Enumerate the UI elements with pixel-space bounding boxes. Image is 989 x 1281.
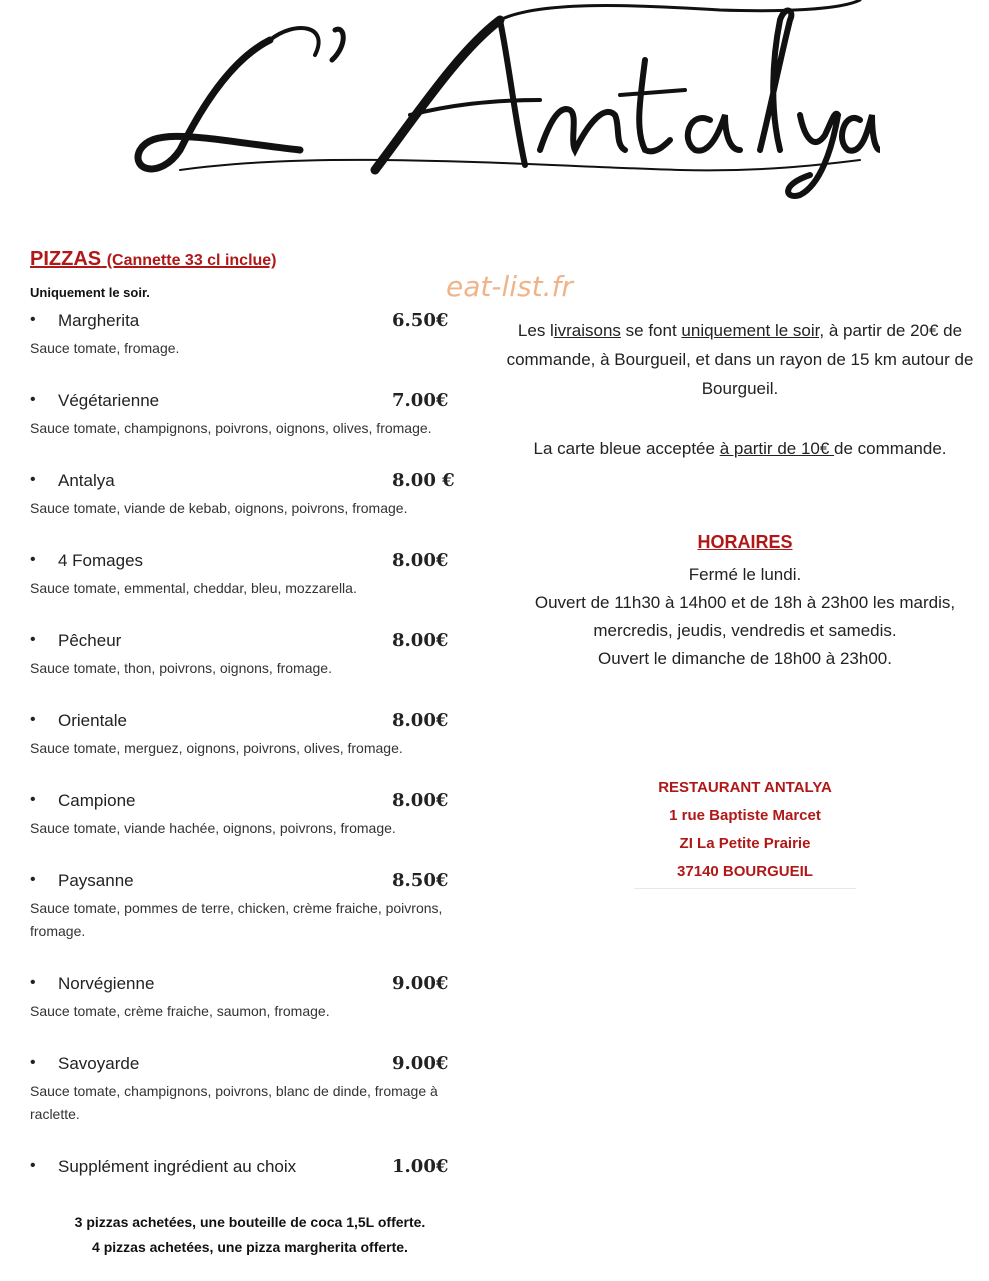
menu-item-description: Sauce tomate, viande hachée, oignons, poivrons, fromage. [30,820,396,836]
bullet-icon: • [30,471,36,488]
offers-block [30,1210,470,1260]
menu-item-name: Pêcheur [58,631,122,650]
card-info [500,434,980,463]
menu-item-description: Sauce tomate, thon, poivrons, oignons, fromage. [30,660,332,676]
menu-item-description: Sauce tomate, viande de kebab, oignons, poivrons, fromage. [30,500,408,516]
menu-item [30,630,490,680]
menu-item-name: Savoyarde [58,1054,140,1073]
menu-title-text: PIZZAS [30,248,102,270]
menu-item-name: Paysanne [58,871,134,890]
bullet-icon: • [30,391,36,408]
bullet-icon: • [30,551,36,568]
bullet-icon: • [30,791,36,808]
menu-item-description: Sauce tomate, merguez, oignons, poivrons, olives, fromage. [30,740,403,756]
menu-item-name: Norvégienne [58,974,155,993]
menu-note: Uniquement le soir. [30,285,150,300]
bullet-icon: • [30,711,36,728]
delivery-text-underlined: ivraisons [553,321,621,340]
menu-item-price: 8.00€ [392,630,449,651]
delivery-text: Les l [517,321,554,340]
menu-item-name: 4 Fomages [58,551,144,570]
menu-item-price: 8.50€ [392,870,449,891]
menu-item-supplement [30,1156,490,1180]
menu-item-name: Antalya [58,471,115,490]
hours-block [500,561,989,673]
card-text: de commande. [834,439,947,458]
menu-item-name: Supplément ingrédient au choix [58,1157,297,1176]
menu-item-price: 8.00€ [392,550,449,571]
menu-item-description: Sauce tomate, champignons, poivrons, blanc de dinde, fromage à raclette. [30,1083,438,1122]
offer-line: 3 pizzas achetées, une bouteille de coca 1,5L offerte. [74,1214,426,1230]
bullet-icon: • [30,631,36,648]
menu-item [30,973,490,1023]
address-line: 1 rue Baptiste Marcet [669,807,821,824]
menu-item [30,550,490,600]
menu-item [30,710,490,760]
menu-item-price: 7.00€ [392,390,449,411]
menu-item-price: 8.00€ [392,790,449,811]
menu-item-price: 8.00€ [392,710,449,731]
logo-script-image [120,0,880,200]
restaurant-logo [120,0,880,200]
menu-item [30,470,490,520]
bullet-icon: • [30,871,36,888]
watermark: eat-list.fr [446,270,573,303]
menu-item [30,1053,490,1126]
delivery-info [500,316,980,403]
menu-item-price: 9.00€ [392,973,449,994]
bullet-icon: • [30,311,36,328]
menu-item-description: Sauce tomate, emmental, cheddar, bleu, mozzarella. [30,580,357,596]
delivery-text: se font [620,321,682,340]
card-text: La carte bleue acceptée [533,439,720,458]
menu-item-name: Orientale [58,711,127,730]
address-line: RESTAURANT ANTALYA [658,779,832,796]
bullet-icon: • [30,1054,36,1071]
card-text-underlined: à partir de 10€ [719,439,835,458]
menu-section-title [30,248,277,271]
menu-item [30,310,490,360]
address-line: 37140 BOURGUEIL [677,863,813,880]
menu-subtitle: (Cannette 33 cl inclue) [106,252,277,269]
menu-item-description: Sauce tomate, fromage. [30,340,180,356]
hours-line: mercredis, jeudis, vendredis et samedis. [593,621,897,640]
menu-item-description: Sauce tomate, champignons, poivrons, oignons, olives, fromage. [30,420,432,436]
hours-line: Ouvert de 11h30 à 14h00 et de 18h à 23h00 les mardis, [534,593,956,612]
address-block [634,774,856,889]
menu-item-name: Campione [58,791,136,810]
menu-item-name: Margherita [58,311,140,330]
menu-item-description: Sauce tomate, pommes de terre, chicken, crème fraiche, poivrons, fromage. [30,900,443,939]
delivery-text-underlined: uniquement le soir, [681,321,825,340]
menu-item [30,870,490,943]
menu-item [30,390,490,440]
bullet-icon: • [30,974,36,991]
hours-line: Fermé le lundi. [688,565,802,584]
hours-line: Ouvert le dimanche de 18h00 à 23h00. [598,649,892,668]
menu-item-price: 6.50€ [392,310,449,331]
delivery-text: à partir de 20€ de commande, à Bourgueil, et dans un rayon de 15 km autour de Bourgueil. [506,321,974,398]
menu-item-description: Sauce tomate, crème fraiche, saumon, fromage. [30,1003,330,1019]
menu-item-price: 8.00 € [392,470,455,491]
address-line: ZI La Petite Prairie [679,835,811,852]
hours-title: HORAIRES [697,532,793,552]
menu-item [30,790,490,840]
bullet-icon: • [30,1157,36,1174]
menu-item-name: Végétarienne [58,391,160,410]
menu-item-price: 9.00€ [392,1053,449,1074]
offer-line: 4 pizzas achetées, une pizza margherita offerte. [92,1239,408,1255]
menu-item-price: 1.00€ [392,1156,449,1177]
